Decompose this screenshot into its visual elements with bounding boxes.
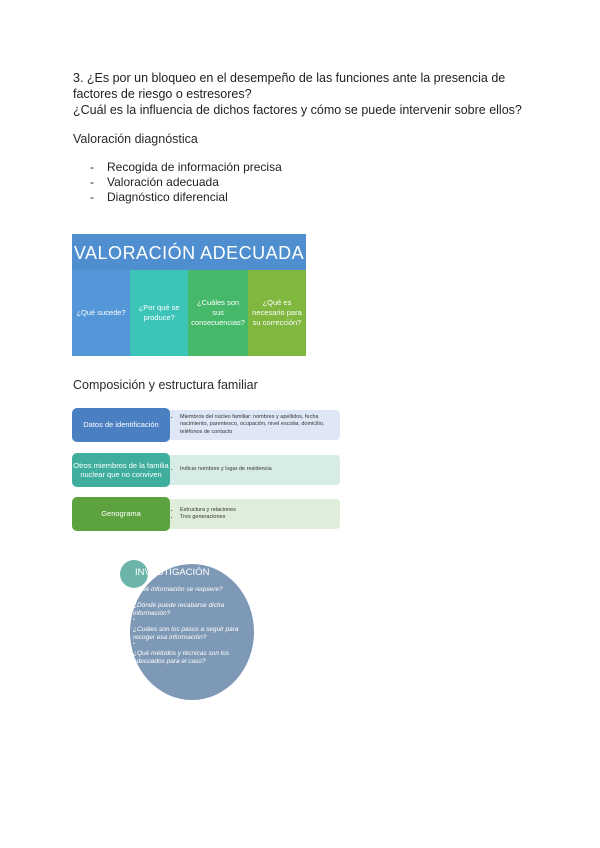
investigacion-graphic bbox=[120, 560, 255, 705]
valoracion-adecuada-graphic bbox=[72, 234, 306, 356]
composicion-row-label: Datos de identificación bbox=[72, 408, 170, 442]
composicion-title: Composición y estructura familiar bbox=[73, 378, 258, 392]
composicion-row bbox=[72, 408, 340, 442]
composicion-row bbox=[72, 453, 340, 487]
composicion-graphic bbox=[72, 408, 340, 536]
investigacion-questions bbox=[133, 586, 255, 674]
composicion-row-details bbox=[164, 455, 340, 485]
detail-item: • Indicar nombres y lugar de residencia bbox=[180, 466, 272, 474]
list-item: - Valoración adecuada bbox=[90, 175, 282, 190]
detail-item: • Miembros del núcleo familiar: nombres y apellidos, fecha nacimiento, parentesco, ocupación, nivel escolar, domicilio, teléfonos de contacto bbox=[180, 414, 340, 437]
question-line-1: 3. ¿Es por un bloqueo en el desempeño de las funciones ante la presencia de factores de riesgo o estresores? bbox=[73, 71, 506, 101]
list-item: ¿Cuáles son los pasos a seguir para recoger esa información? • bbox=[133, 626, 255, 647]
list-item: ¿Qué información se requiere? • bbox=[133, 586, 255, 599]
question-line-2: ¿Cuál es la influencia de dichos factores y cómo se puede intervenir sobre ellos? bbox=[73, 103, 522, 117]
list-item: - Diagnóstico diferencial bbox=[90, 190, 282, 205]
list-item: ¿Qué métodos y técnicas son los adecuados para el caso? • bbox=[133, 650, 255, 671]
valoracion-graphic-heading: VALORACIÓN ADECUADA bbox=[72, 234, 306, 270]
valoracion-list bbox=[90, 160, 282, 205]
investigacion-title: INVESTIGACIÓN bbox=[135, 567, 210, 578]
composicion-row-label: Genograma bbox=[72, 497, 170, 531]
valoracion-title: Valoración diagnóstica bbox=[73, 132, 198, 146]
composicion-row-label: Otros miembros de la familia nuclear que no conviven bbox=[72, 453, 170, 487]
composicion-row-details bbox=[164, 499, 340, 529]
valoracion-column: ¿Qué sucede? bbox=[72, 270, 130, 356]
valoracion-column: ¿Cuáles son sus consecuencias? bbox=[188, 270, 248, 356]
question-text bbox=[73, 70, 533, 118]
list-item: - Recogida de información precisa bbox=[90, 160, 282, 175]
composicion-row bbox=[72, 497, 340, 531]
valoracion-column: ¿Qué es necesario para su corrección? bbox=[248, 270, 306, 356]
list-item: ¿Dónde puede recabarse dicha información? • bbox=[133, 602, 255, 623]
composicion-row-details bbox=[164, 410, 340, 440]
detail-item: • Tres generaciones bbox=[180, 514, 236, 522]
detail-item: • Estructura y relaciones bbox=[180, 507, 236, 515]
valoracion-column: ¿Por qué se produce? bbox=[130, 270, 188, 356]
